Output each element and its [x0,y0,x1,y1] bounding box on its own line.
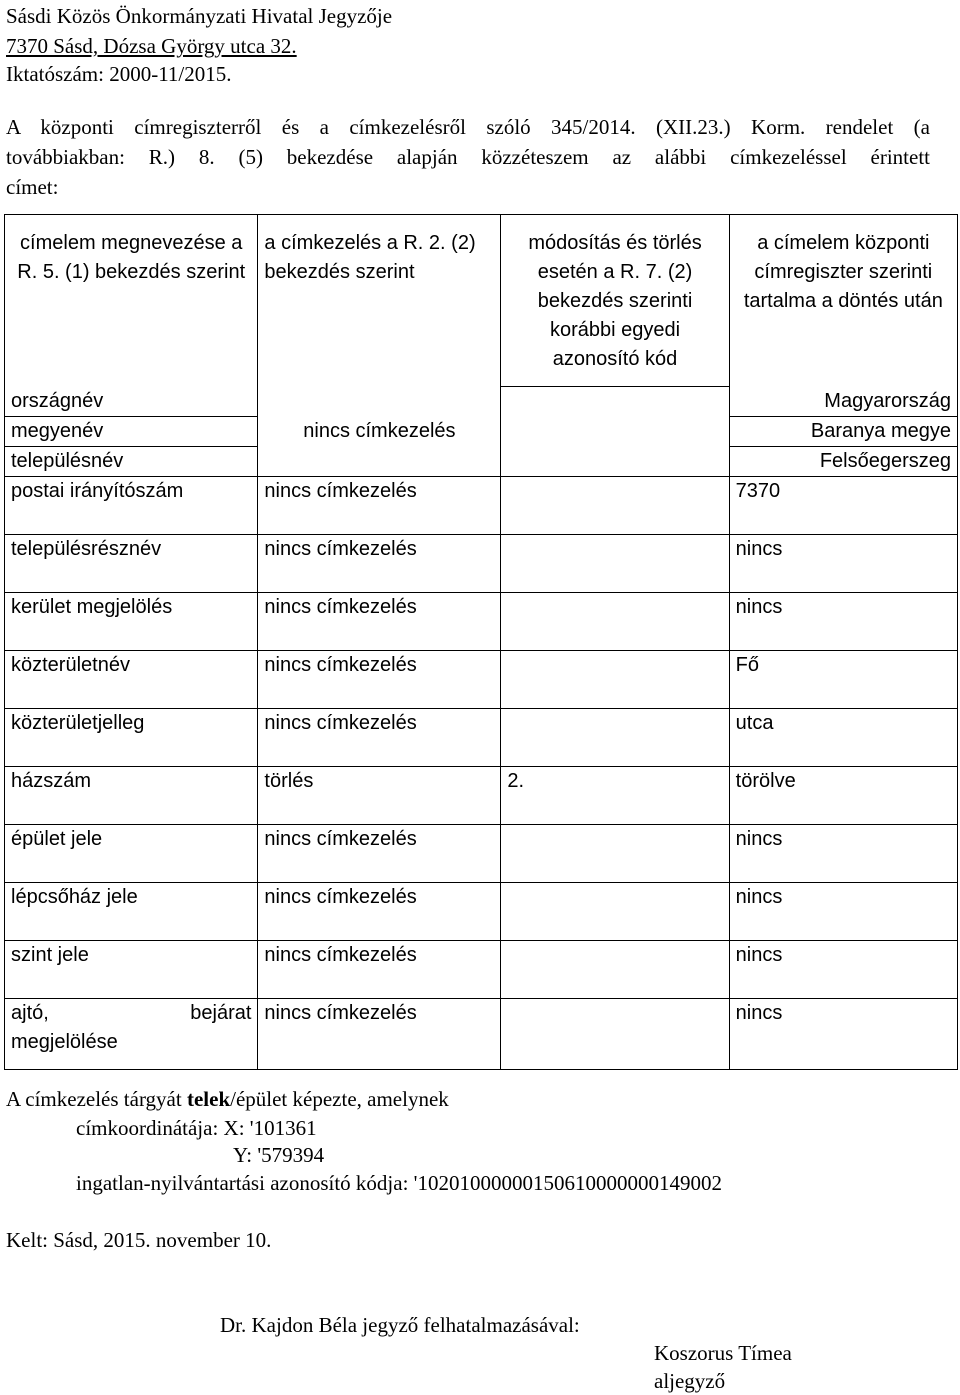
row-previous-code [501,882,729,940]
header-management: a címkezelés a R. 2. (2) bekezdés szerint [258,215,501,387]
office-name: Sásdi Közös Önkormányzati Hivatal Jegyzője [6,4,393,28]
row-value: nincs [729,534,957,592]
table-row [5,650,958,708]
door-name-line [11,999,251,1028]
table-row [5,534,958,592]
signer-title: aljegyző [654,1369,726,1393]
row-name: közterületjelleg [5,708,258,766]
row-management: nincs címkezelés [258,650,501,708]
group-management: nincs címkezelés [258,387,501,477]
table-row [5,476,958,534]
row-value: nincs [729,998,957,1069]
row-previous-code [501,650,729,708]
row-previous-code [501,592,729,650]
header-element-name: címelem megnevezése a R. 5. (1) bekezdés szerint [5,215,258,387]
header-previous-code: módosítás és törlés esetén a R. 7. (2) bekezdés szerinti korábbi egyedi azonosító kód [501,215,729,387]
intro-line-2: továbbiakban: R.) 8. (5) bekezdése alapján közzéteszem az alábbi címkezeléssel érintett [6,145,930,169]
door-name-part3: megjelölése [11,1030,118,1053]
address-table [4,214,958,1070]
subject-post: /épület képezte, amelynek [230,1087,449,1111]
row-name-country: országnév [5,387,258,417]
row-previous-code: 2. [501,766,729,824]
row-value: 7370 [729,476,957,534]
coordinate-x: címkoordinátája: X: '101361 [76,1116,317,1140]
row-management: nincs címkezelés [258,882,501,940]
row-management: nincs címkezelés [258,476,501,534]
door-name-part1: ajtó, [11,1001,49,1024]
table-row [5,592,958,650]
row-previous-code [501,824,729,882]
row-management: nincs címkezelés [258,824,501,882]
office-address [6,34,391,59]
row-management: nincs címkezelés [258,708,501,766]
row-name: közterületnév [5,650,258,708]
table-row [5,766,958,824]
row-value: nincs [729,940,957,998]
row-management: törlés [258,766,501,824]
row-name-county: megyenév [5,416,258,446]
table-header-row [5,215,958,387]
subject-bold: telek [186,1087,231,1111]
intro-line-1: A központi címregiszterről és a címkezelésről szóló 345/2014. (XII.23.) Korm. rendelet (a [6,115,930,139]
row-name: lépcsőház jele [5,882,258,940]
row-value: utca [729,708,957,766]
coordinate-y: Y: '579394 [233,1143,325,1167]
row-value: törölve [729,766,957,824]
file-number: Iktatószám: 2000-11/2015. [6,62,232,86]
office-address-text: 7370 Sásd, Dózsa György utca 32. [6,34,297,58]
row-name: kerület megjelölés [5,592,258,650]
table-row [5,387,958,417]
row-previous-code [501,998,729,1069]
table-row [5,940,958,998]
row-name: postai irányítószám [5,476,258,534]
subject-line [6,1087,449,1112]
door-name-part2: bejárat [190,1001,252,1024]
group-previous-code [501,387,729,477]
row-management: nincs címkezelés [258,940,501,998]
table-row [5,708,958,766]
row-management: nincs címkezelés [258,998,501,1069]
row-previous-code [501,708,729,766]
row-name-door [5,998,258,1069]
row-previous-code [501,476,729,534]
authority-line: Dr. Kajdon Béla jegyző felhatalmazásával: [220,1313,580,1337]
row-previous-code [501,940,729,998]
row-name: szint jele [5,940,258,998]
table-row [5,824,958,882]
row-management: nincs címkezelés [258,534,501,592]
intro-line-3: címet: [6,175,59,199]
row-value-settlement: Felsőegerszeg [729,446,957,476]
row-value: nincs [729,882,957,940]
date-line: Kelt: Sásd, 2015. november 10. [6,1228,272,1252]
row-management: nincs címkezelés [258,592,501,650]
table-row [5,998,958,1069]
row-value: nincs [729,592,957,650]
intro-paragraph [6,112,930,202]
row-name-settlement: településnév [5,446,258,476]
table-row [5,882,958,940]
row-name: házszám [5,766,258,824]
subject-pre: A címkezelés tárgyát [6,1087,187,1111]
row-value-county: Baranya megye [729,416,957,446]
header-content-after: a címelem központi címregiszter szerinti tartalma a döntés után [729,215,957,387]
parcel-id: ingatlan-nyilvántartási azonosító kódja: '10201000000150610000000149002 [76,1171,722,1195]
row-value-country: Magyarország [729,387,957,417]
row-value: Fő [729,650,957,708]
row-name: épület jele [5,824,258,882]
row-previous-code [501,534,729,592]
row-name: településrésznév [5,534,258,592]
signer-name: Koszorus Tímea [654,1341,792,1365]
row-value: nincs [729,824,957,882]
